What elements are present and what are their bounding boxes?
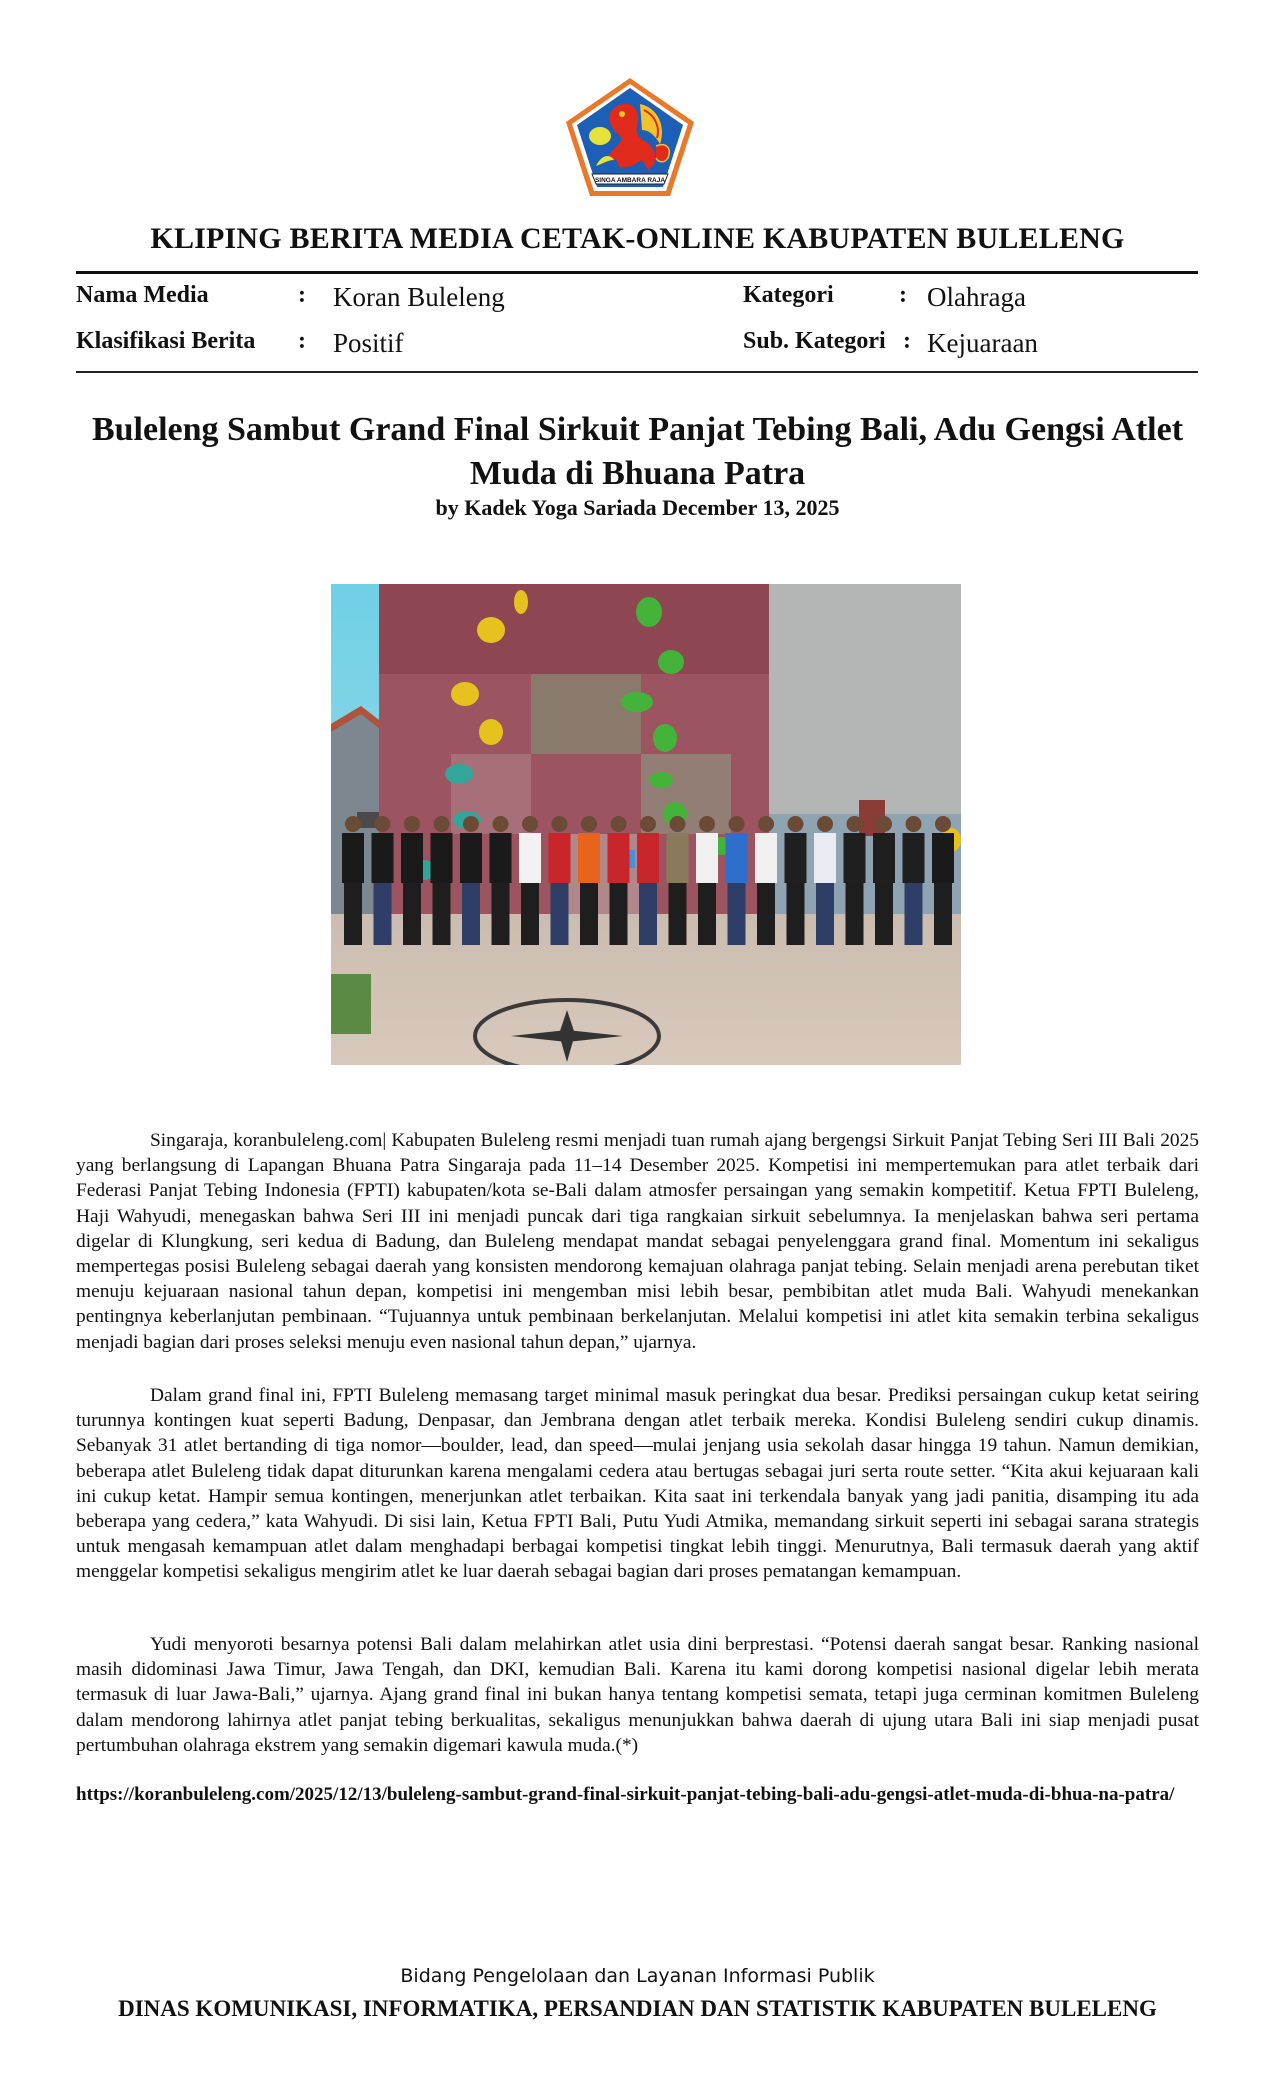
source-url-link[interactable]: https://koranbuleleng.com/2025/12/13/buleleng-sambut-grand-final-sirkuit-panjat-tebing-bali-adu-gengsi-atlet-muda-di-bhua-na-patra/	[76, 1784, 1175, 1805]
meta-colon: :	[298, 282, 306, 308]
person-silhouette	[785, 816, 807, 945]
person-silhouette	[460, 816, 482, 945]
logo-motto: SINGA AMBARA RAJA	[594, 177, 666, 184]
article-paragraph: Dalam grand final ini, FPTI Buleleng memasang target minimal masuk peringkat dua besar. Prediksi persaingan cukup ketat seiring turunnya kontingen kuat seperti Badung, Denpasar, dan Jembrana dengan atlet terbaik mereka. Kondisi Buleleng sendiri cukup dinamis. Sebanyak 31 atlet bertanding di tiga nomor—boulder, lead, dan speed—mulai jenjang usia sekolah dasar hingga 19 tahun. Namun demikian, beberapa atlet Buleleng tidak dapat diturunkan karena mengalami cedera atau bertugas sebagai juri serta route setter. “Kita akui kejuaraan kali ini cukup ketat. Hampir semua kontingen, menerjunkan atlet terbaikan. Kita saat ini terkendala banyak yang jadi panitia, disamping itu ada beberapa yang cedera,” kata Wahyudi. Di sisi lain, Ketua FPTI Bali, Putu Yudi Atmika, memandang sirkuit seperti ini sebagai sarana strategis untuk mengasah kemampuan atlet dalam menghadapi berbagai kompetisi tingkat lebih tinggi. Menurutnya, Bali termasuk daerah yang aktif menggelar kompetisi sekaligus mengirim atlet ke luar daerah sebagai bagian dari proses pematangan kemampuan.	[76, 1385, 1199, 1583]
article-photo	[331, 584, 961, 1065]
singa-ambara-raja-crest-icon	[562, 74, 698, 200]
person-silhouette	[431, 816, 453, 945]
person-silhouette	[578, 816, 600, 945]
article-byline: by Kadek Yoga Sariada December 13, 2025	[435, 495, 840, 520]
article-paragraph: Yudi menyoroti besarnya potensi Bali dalam melahirkan atlet usia dini berprestasi. “Potensi daerah sangat besar. Ranking nasional masih didominasi Jawa Timur, Jawa Tengah, dan DKI, kemudian Bali. Karena itu kami dorong kompetisi nasional digelar lebih merata termasuk di luar Jawa-Bali,” ujarnya. Ajang grand final ini bukan hanya tentang kompetisi semata, tetapi juga cerminan komitmen Buleleng dalam mendorong lahirnya atlet panjat tebing berkualitas, sekaligus menunjukkan bahwa daerah di ujung utara Bali ini siap menjadi pusat pertumbuhan olahraga ekstrem yang semakin digemari kawula muda.(*)	[76, 1634, 1199, 1756]
person-silhouette	[608, 816, 630, 945]
meta-value: Koran Buleleng	[333, 282, 505, 312]
person-silhouette	[549, 816, 571, 945]
meta-label: Kategori	[743, 282, 834, 308]
person-silhouette	[401, 816, 423, 945]
person-silhouette	[342, 816, 364, 945]
regency-logo	[562, 74, 698, 200]
group-photo-climbing-wall-icon	[331, 584, 961, 1065]
meta-value: Olahraga	[927, 282, 1026, 312]
person-silhouette	[755, 816, 777, 945]
person-silhouette	[873, 816, 895, 945]
meta-colon: :	[903, 328, 911, 354]
person-silhouette	[490, 816, 512, 945]
meta-label: Klasifikasi Berita	[76, 328, 256, 354]
header-divider-bottom	[76, 371, 1198, 373]
person-silhouette	[667, 816, 689, 945]
person-silhouette	[726, 816, 748, 945]
meta-value: Positif	[333, 328, 404, 358]
article-headline: Buleleng Sambut Grand Final Sirkuit Panjat Tebing Bali, Adu Gengsi Atlet Muda di Bhuana Patra	[91, 411, 1184, 492]
person-silhouette	[637, 816, 659, 945]
person-silhouette	[844, 816, 866, 945]
meta-value: Kejuaraan	[927, 328, 1038, 358]
person-silhouette	[696, 816, 718, 945]
document-title: KLIPING BERITA MEDIA CETAK-ONLINE KABUPATEN BULELENG	[150, 222, 1125, 255]
article-paragraph: Singaraja, koranbuleleng.com| Kabupaten Buleleng resmi menjadi tuan rumah ajang bergengsi Sirkuit Panjat Tebing Seri III Bali 2025 yang berlangsung di Lapangan Bhuana Patra Singaraja pada 11–14 Desember 2025. Kompetisi ini mempertemukan para atlet terbaik dari Federasi Panjat Tebing Indonesia (FPTI) kabupaten/kota se-Bali dalam atmosfer persaingan yang semakin kompetitif. Ketua FPTI Buleleng, Haji Wahyudi, menegaskan bahwa Seri III ini menjadi puncak dari tiga rangkaian sirkuit sebelumnya. Ia menjelaskan bahwa seri pertama digelar di Klungkung, seri kedua di Badung, dan Buleleng mendapat mandat sebagai penyelenggara grand final. Momentum ini sekaligus mempertegas posisi Buleleng sebagai daerah yang konsisten mendorong kemajuan olahraga panjat tebing. Selain menjadi arena perebutan tiket menuju kejuaraan nasional tahun depan, kompetisi ini mengemban misi lebih besar, pembibitan atlet muda Bali. Wahyudi menekankan pentingnya keberlanjutan pembinaan. “Tujuannya untuk pembinaan berkelanjutan. Melalui kompetisi ini atlet kita semakin terbina sekaligus menjadi bagian dari proses seleksi menuju even nasional tahun depan,” ujarnya.	[76, 1130, 1199, 1353]
header-divider-top	[76, 271, 1198, 274]
footer-agency: DINAS KOMUNIKASI, INFORMATIKA, PERSANDIAN DAN STATISTIK KABUPATEN BULELENG	[118, 1996, 1157, 2021]
person-silhouette	[814, 816, 836, 945]
footer-department: Bidang Pengelolaan dan Layanan Informasi Publik	[400, 1965, 875, 1987]
meta-label: Nama Media	[76, 282, 209, 308]
meta-label: Sub. Kategori	[743, 328, 886, 354]
meta-colon: :	[298, 328, 306, 354]
person-silhouette	[903, 816, 925, 945]
person-silhouette	[519, 816, 541, 945]
person-silhouette	[372, 816, 394, 945]
meta-colon: :	[899, 282, 907, 308]
person-silhouette	[932, 816, 954, 945]
